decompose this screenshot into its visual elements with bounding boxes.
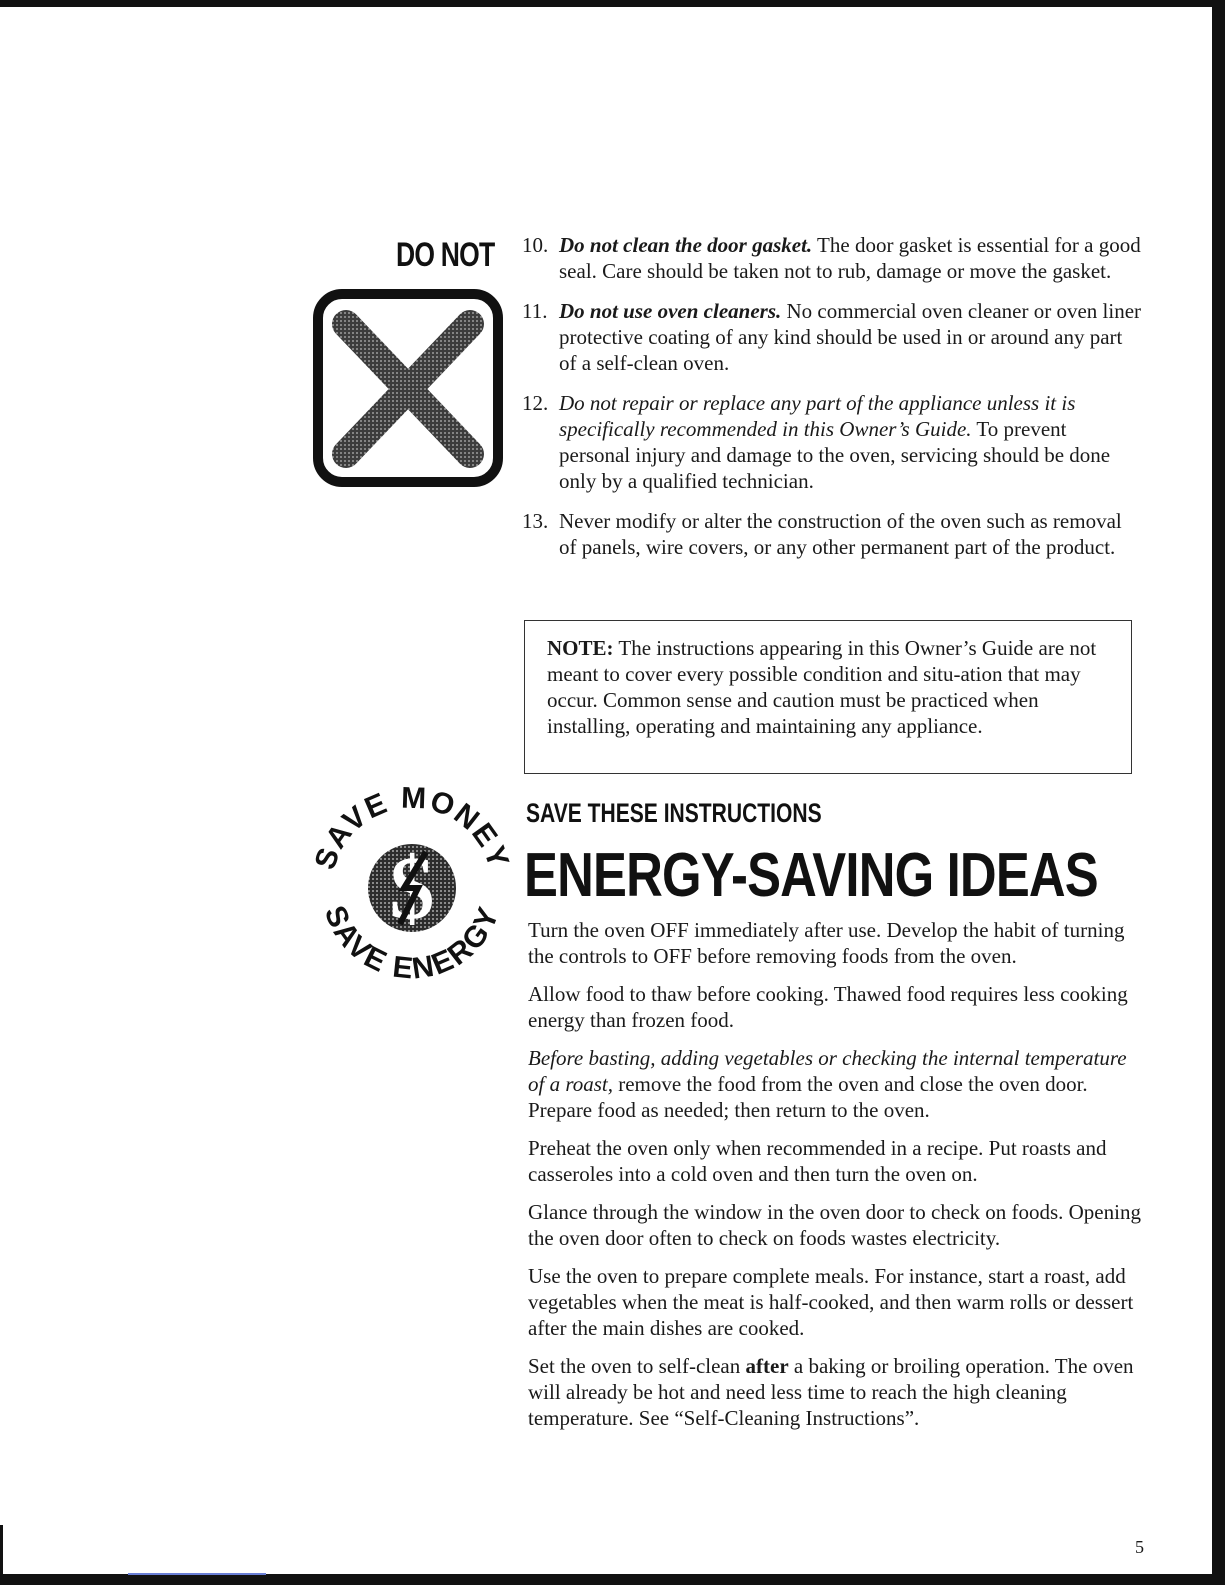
save-money-save-energy-icon [300, 770, 520, 990]
list-lead: Do not repair or replace any part of the appliance unless it is specifically recommended in this Owner’s Guide. [559, 391, 1076, 441]
list-item [522, 232, 1142, 284]
energy-tip [528, 1353, 1143, 1431]
note-box [524, 620, 1132, 774]
tip-text: Glance through the window in the oven door to check on foods. Opening the oven door often to check on foods wastes electricity. [528, 1200, 1141, 1250]
do-not-heading: DO NOT [396, 236, 495, 274]
scan-border-right [1212, 0, 1225, 1585]
list-text: The door gasket is essential for a good seal. Care should be taken not to rub, damage or move the gasket. [559, 233, 1141, 283]
energy-tip [528, 917, 1143, 969]
save-logo-bottom-text: SAVE ENERGY [317, 901, 507, 986]
tip-text: Turn the oven OFF immediately after use. Develop the habit of turning the controls to OFF before removing foods from the oven. [528, 918, 1125, 968]
list-number: 10. [522, 233, 549, 257]
x-cross-icon [312, 288, 504, 488]
tip-italic: Before basting, adding vegetables or checking the internal temperature of a roast, [528, 1046, 1127, 1096]
energy-saving-title: ENERGY-SAVING IDEAS [524, 841, 1098, 910]
list-lead: Do not clean the door gasket. [559, 233, 813, 257]
energy-tip [528, 1045, 1143, 1123]
list-item [522, 298, 1142, 376]
tip-text: a baking or broiling operation. The oven will already be hot and need less time to reach the high cleaning temperature. See “Self-Cleaning Instructions”. [528, 1354, 1134, 1430]
tip-text: Use the oven to prepare complete meals. For instance, start a roast, add vegetables when the meat is half-cooked, and then warm rolls or dessert after the main dishes are cooked. [528, 1264, 1134, 1340]
tip-pre: Set the oven to self-clean [528, 1354, 746, 1378]
energy-tip [528, 1263, 1143, 1341]
list-number: 12. [522, 391, 549, 415]
energy-tips [528, 917, 1143, 1443]
save-instructions-heading: SAVE THESE INSTRUCTIONS [526, 798, 822, 828]
scan-border-top [0, 0, 1225, 7]
page-number: 5 [1135, 1537, 1144, 1557]
scan-blue-line [128, 1573, 266, 1575]
tip-text: Preheat the oven only when recommended in a recipe. Put roasts and casseroles into a cold oven and then turn the oven on. [528, 1136, 1107, 1186]
scan-mark-left [0, 1525, 3, 1580]
tip-text: remove the food from the oven and close the oven door. Prepare food as needed; then return to the oven. [528, 1072, 1088, 1122]
list-lead: Do not use oven cleaners. [559, 299, 782, 323]
tip-text: Allow food to thaw before cooking. Thawed food requires less cooking energy than frozen food. [528, 982, 1128, 1032]
list-item [522, 390, 1142, 494]
svg-text:$: $ [389, 839, 435, 938]
scan-border-bottom [0, 1574, 1225, 1585]
note-label: NOTE: [547, 636, 614, 660]
list-number: 11. [522, 299, 548, 323]
energy-tip [528, 1199, 1143, 1251]
energy-tip [528, 981, 1143, 1033]
list-text: Never modify or alter the construction of the oven such as removal of panels, wire covers, or any other permanent part of the product. [559, 509, 1122, 559]
do-not-list [522, 232, 1142, 574]
note-text: The instructions appearing in this Owner’s Guide are not meant to cover every possible condition and situ-ation that may occur. Common sense and caution must be practiced when installing, operating and maintaining any appliance. [547, 636, 1097, 738]
list-number: 13. [522, 509, 549, 533]
save-logo-top-text: SAVE MONEY [308, 781, 516, 874]
tip-bold: after [745, 1354, 789, 1378]
list-item [522, 508, 1142, 560]
list-text: To prevent personal injury and damage to the oven, servicing should be done only by a qualified technician. [559, 417, 1111, 493]
list-text: No commercial oven cleaner or oven liner protective coating of any kind should be used in or around any part of a self-clean oven. [559, 299, 1142, 375]
energy-tip [528, 1135, 1143, 1187]
